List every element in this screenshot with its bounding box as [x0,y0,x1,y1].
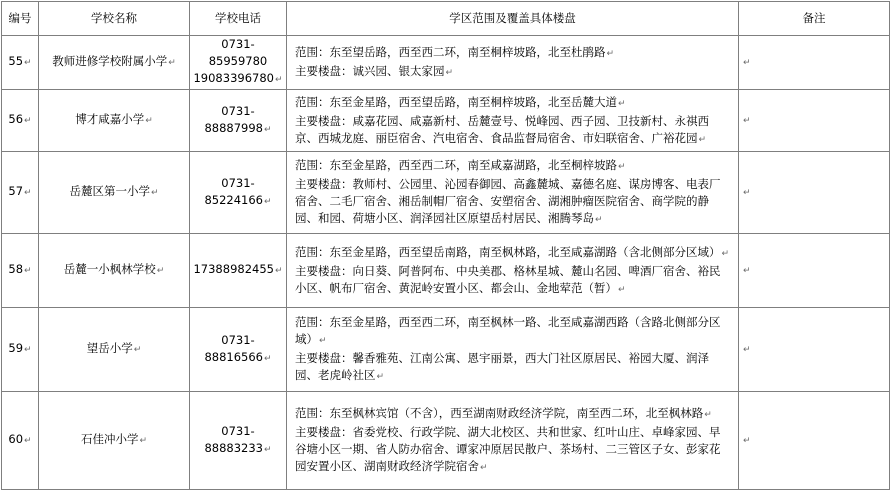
paragraph-mark: ↵ [264,444,272,455]
school-district-table [1,1,890,490]
cell-district-scope [287,308,739,392]
paragraph-mark: ↵ [264,124,272,135]
cell-phone [190,36,287,90]
table-row [2,90,890,152]
phone-number: 0731-88887998 [204,103,263,135]
paragraph-mark: ↵ [264,196,272,207]
table-row [2,234,890,308]
cell-district-scope [287,234,739,308]
buildings-text: 主要楼盘：向日葵、阿普阿布、中央美郡、格林星城、麓山名园、啤酒厂宿舍、裕民小区、帆布厂宿舍、黄泥岭安置小区、都会山、金地荤范（暂） [295,263,721,295]
phone-line [193,103,283,139]
scope-text: 范围：东至望岳路，西至西二环，南至桐梓坡路，北至杜鹃路 [295,45,606,59]
paragraph-mark: ↵ [145,116,153,126]
paragraph-mark: ↵ [24,188,32,198]
paragraph-mark: ↵ [274,266,283,276]
cell-remarks [739,392,890,490]
table-row [2,392,890,490]
paragraph-mark: ↵ [743,436,751,446]
cell-remarks [739,308,890,392]
scope-text: 范围：东至金星路，西至西二环，南至枫林一路、北至咸嘉湖西路（含路北侧部分区域） [295,315,721,346]
paragraph-mark: ↵ [24,436,32,446]
school-number: 55 [8,54,24,68]
scope-line [295,44,730,63]
buildings-line [295,350,730,386]
cell-number [2,234,39,308]
phone-line [193,70,283,89]
phone-number: 0731-85224166 [204,175,263,207]
cell-phone [190,90,287,152]
school-name: 博才咸嘉小学 [75,112,145,126]
paragraph-mark: ↵ [133,345,142,355]
phone-number: 0731-88816566 [204,332,263,364]
header-phone: 学校电话 [190,2,287,36]
cell-district-scope [287,392,739,490]
phone-number: 0731-88883233 [204,423,263,455]
buildings-text: 主要楼盘：馨香雅苑、江南公寓、恩宇丽景，西大门社区原居民、裕园大厦、润泽园、老虎岭社区 [295,351,709,382]
cell-number [2,90,39,152]
cell-school-name [39,308,190,392]
cell-number [2,36,39,90]
school-number: 57 [8,184,24,198]
header-school-name: 学校名称 [39,2,190,36]
scope-line [295,94,730,113]
paragraph-mark: ↵ [743,266,751,276]
cell-number [2,392,39,490]
buildings-text: 主要楼盘：咸嘉花园、咸嘉新村、岳麓壹号、悦峰园、西子园、卫技新村、永祺西京、西城龙庭、丽臣宿舍、汽电宿舍、食品监督局宿舍、市妇联宿舍、广裕花园 [295,113,709,145]
buildings-line [295,263,730,299]
paragraph-mark: ↵ [156,266,165,276]
paragraph-mark: ↵ [595,215,603,225]
cell-remarks [739,234,890,308]
paragraph-mark: ↵ [743,58,751,68]
buildings-text: 主要楼盘：诚兴园、银太家园 [295,64,445,78]
paragraph-mark: ↵ [274,75,283,85]
school-number: 56 [8,112,24,126]
paragraph-mark: ↵ [24,345,32,355]
scope-text: 范围：东至金星路，西至望岳路，南至桐梓坡路，北至岳麓大道 [295,94,617,109]
phone-number: 17388982455 [193,262,274,276]
school-name: 岳麓一小枫林学校 [63,262,156,276]
paragraph-mark: ↵ [24,116,32,126]
phone-line [193,261,283,280]
phone-line [193,175,283,211]
school-number: 58 [8,262,24,276]
paragraph-mark: ↵ [721,248,730,259]
paragraph-mark: ↵ [743,345,751,355]
table-row [2,36,890,90]
header-remarks: 备注 [739,2,890,36]
paragraph-mark: ↵ [24,266,32,276]
paragraph-mark: ↵ [743,188,751,198]
buildings-line [295,63,730,82]
buildings-text: 主要楼盘：教师村、公园里、沁园春御园、高鑫麓城、嘉德名庭、谋房博客、电表厂宿舍、二毛厂宿舍、湘岳制帽厂宿舍、安塑宿舍、湖湘肿瘤医院宿舍、商学院的静园、和园、荷塘小区、润泽园社区原望岳村居民、湘腾琴岛 [295,177,721,225]
school-name: 石佳冲小学 [80,432,139,446]
phone-line [193,36,283,70]
buildings-line [295,424,730,477]
school-number: 59 [8,341,24,355]
cell-school-name [39,36,190,90]
paragraph-mark: ↵ [480,463,488,473]
buildings-line [295,176,730,229]
paragraph-mark: ↵ [319,336,327,346]
paragraph-mark: ↵ [24,58,32,68]
paragraph-mark: ↵ [445,68,454,78]
header-row [2,2,890,36]
scope-line [295,157,730,176]
cell-district-scope [287,36,739,90]
cell-remarks [739,90,890,152]
cell-phone [190,152,287,234]
cell-phone [190,234,287,308]
paragraph-mark: ↵ [150,188,159,198]
scope-line [295,405,730,424]
paragraph-mark: ↵ [264,353,272,364]
buildings-line [295,113,730,149]
paragraph-mark: ↵ [618,284,626,295]
paragraph-mark: ↵ [704,410,712,420]
header-district-scope: 学区范围及覆盖具体楼盘 [287,2,739,36]
scope-text: 范围：东至金星路，西至西二环，南至咸嘉湖路，北至桐梓坡路 [295,158,617,172]
cell-district-scope [287,152,739,234]
scope-line [295,244,730,263]
phone-number: 19083396780 [193,71,274,85]
cell-number [2,152,39,234]
cell-phone [190,308,287,392]
cell-phone [190,392,287,490]
cell-school-name [39,152,190,234]
paragraph-mark: ↵ [743,116,751,126]
cell-number [2,308,39,392]
school-name: 望岳小学 [86,341,133,355]
paragraph-mark: ↵ [139,436,148,446]
cell-school-name [39,392,190,490]
paragraph-mark: ↵ [606,49,615,59]
cell-school-name [39,90,190,152]
paragraph-mark: ↵ [698,134,707,145]
phone-line [193,423,283,459]
school-name: 岳麓区第一小学 [69,184,150,198]
table-row [2,308,890,392]
paragraph-mark: ↵ [618,162,626,172]
cell-district-scope [287,90,739,152]
school-name: 教师进修学校附属小学 [52,54,168,68]
cell-remarks [739,36,890,90]
cell-school-name [39,234,190,308]
phone-line [193,332,283,368]
scope-text: 范围：东至金星路，西至望岳南路，南至枫林路，北至咸嘉湖路（含北侧部分区域） [295,244,721,259]
scope-text: 范围：东至枫林宾馆（不含），西至湖南财政经济学院，南至西二环，北至枫林路 [295,406,704,420]
paragraph-mark: ↵ [376,372,385,382]
table-row [2,152,890,234]
school-number: 60 [8,432,24,446]
phone-number: 0731-85959780 [208,37,268,68]
cell-remarks [739,152,890,234]
paragraph-mark: ↵ [618,98,626,109]
paragraph-mark: ↵ [168,58,176,68]
header-number: 编号 [2,2,39,36]
scope-line [295,314,730,350]
buildings-text: 主要楼盘：省委党校、行政学院、湖大北校区、共和世家、红叶山庄、卓峰家园、早谷塘小区一期、省人防办宿舍、谭家冲原居民散户、茶场村、二三管区子女、彭家花园安置小区、湖南财政经济学院宿舍 [295,425,721,473]
